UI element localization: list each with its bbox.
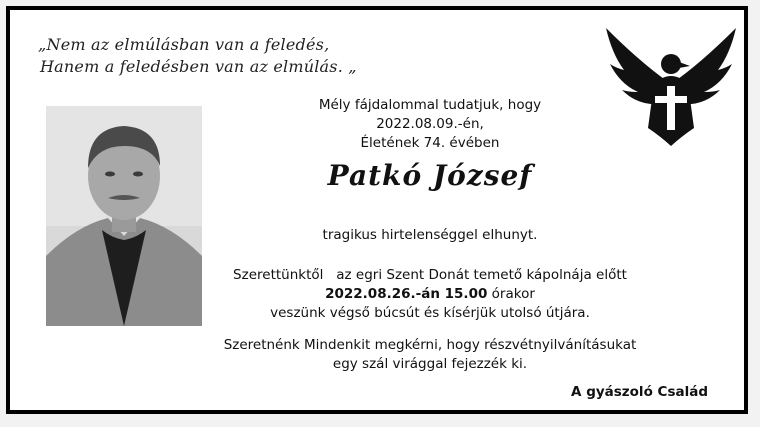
funeral-datetime: 2022.08.26.-án 15.00 — [325, 286, 488, 302]
funeral-block — [215, 266, 645, 323]
funeral-time-line — [215, 285, 645, 304]
quote-line-1: „Nem az elmúlásban van a feledés, — [38, 35, 330, 54]
farewell-line: veszünk végső búcsút és kísérjük utolsó útjára. — [270, 305, 590, 321]
death-date: 2022.08.09.-én, — [376, 116, 484, 132]
obituary-card — [6, 6, 748, 414]
memorial-quote — [38, 34, 357, 78]
funeral-time-suffix: órakor — [487, 286, 535, 302]
announcement-line-1: Mély fájdalommal tudatjuk, hogy — [318, 97, 542, 113]
request-line-2: egy szál virággal fejezzék ki. — [332, 356, 528, 372]
age-line: Életének 74. évében — [360, 135, 500, 151]
portrait-photo — [46, 106, 202, 326]
family-signature: A gyászoló Család — [571, 384, 708, 400]
deceased-name: Patkó József — [327, 159, 533, 192]
funeral-location: Szerettünktől az egri Szent Donát temető kápolnája előtt — [233, 267, 627, 283]
announcement-block — [215, 96, 645, 153]
quote-line-2: Hanem a feledésben van az elmúlás. „ — [40, 57, 357, 76]
request-block — [215, 336, 645, 374]
request-line-1: Szeretnénk Mindenkit megkérni, hogy részvétnyilvánításukat — [223, 337, 637, 353]
passing-text: tragikus hirtelenséggel elhunyt. — [322, 227, 538, 243]
